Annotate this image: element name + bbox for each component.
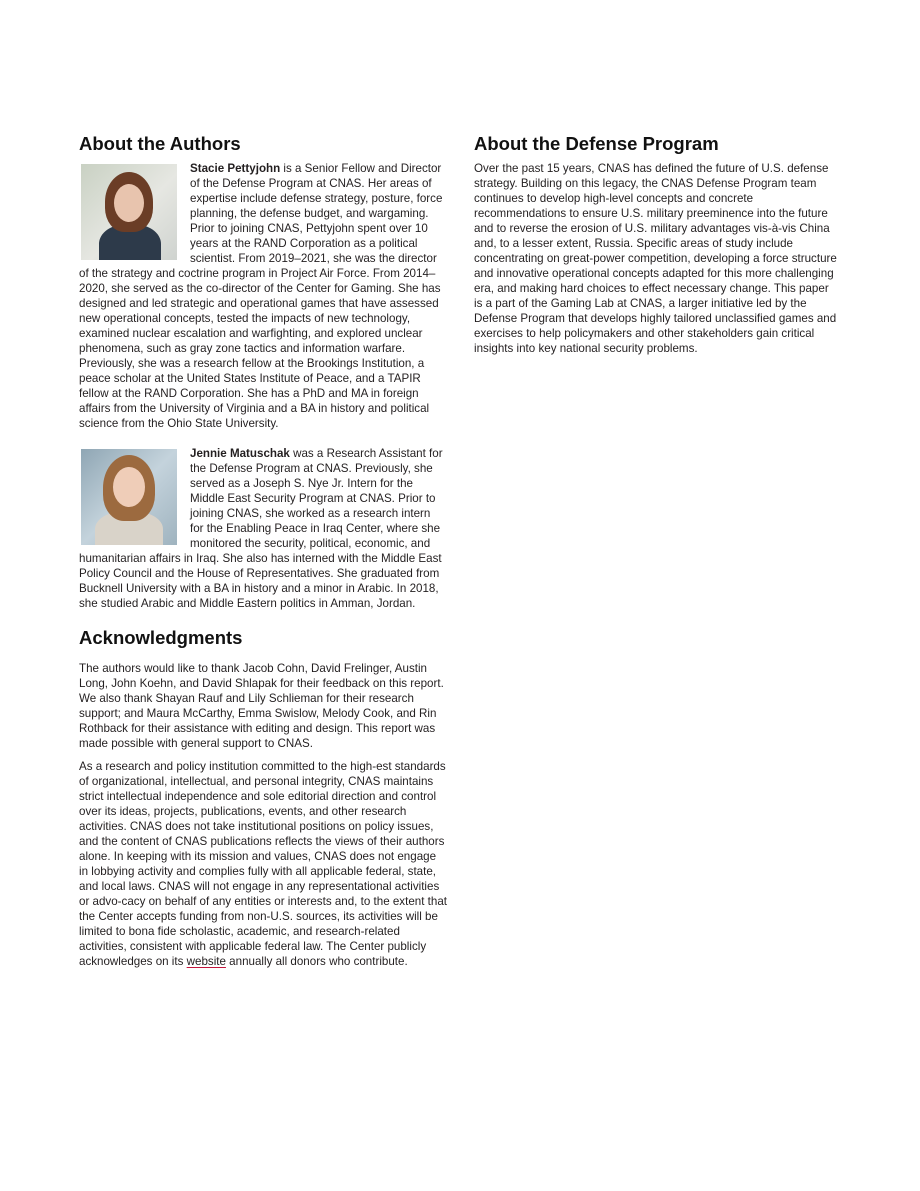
authors-heading: About the Authors [79,133,241,154]
bio-text-matuschak: Jennie Matuschak was a Research Assistant for the Defense Program at CNAS. Previously, she served as a Joseph S. Nye Jr. Intern for the Middle East Security Program at CNAS. Prior to joining CNAS, she worked as a research intern for the Enabling Peace in Iraq Center, where she monitored the security, political, economic, and humanitarian affairs in Iraq. She also has interned with the Middle East Policy Council and the House of Representatives. She graduated from Bucknell University with a BA in history and a minor in Arabic. In 2018, she studied Arabic and Middle Eastern politics in Amman, Jordan. [79,447,443,610]
left-column [79,133,447,969]
acknowledgments-heading: Acknowledgments [79,627,243,648]
author-photo-matuschak [81,449,177,545]
acknowledgments-paragraph-2: As a research and policy institution committed to the high-est standards of organizational, intellectual, and personal integrity, CNAS maintains strict intellectual independence and sole editorial direction and control over its ideas, projects, publications, events, and other research activities. CNAS does not take institutional positions on policy issues, and the content of CNAS publications reflects the views of their authors alone. In keeping with its mission and values, CNAS does not engage in lobbying activity and complies fully with all applicable federal, state, and local laws. CNAS will not engage in any representational activities or advo-cacy on behalf of any entities or interests and, to the extent that the Center accepts funding from non-U.S. sources, its activities will be limited to bona fide scholastic, academic, and research-related activities, consistent with applicable federal law. The Center publicly acknowledges on its website annually all donors who contribute. [79,760,447,968]
author-name-matuschak: Jennie Matuschak [190,447,290,460]
acknowledgments-paragraph-1: The authors would like to thank Jacob Cohn, David Frelinger, Austin Long, John Koehn, and David Shlapak for their feedback on this report. We also thank Shayan Rauf and Lily Schlieman for their research support; and Maura McCarthy, Emma Swislow, Melody Cook, and Rin Rothback for their assistance with editing and design. This report was made possible with general support to CNAS. [79,662,444,750]
website-link[interactable]: website [186,955,226,968]
right-column [474,133,838,356]
author-bio-pettyjohn [79,161,447,431]
author-name-pettyjohn: Stacie Pettyjohn [190,162,281,175]
defense-program-heading: About the Defense Program [474,133,719,154]
author-bio-matuschak [79,446,447,611]
defense-program-text: Over the past 15 years, CNAS has defined the future of U.S. defense strategy. Building on this legacy, the CNAS Defense Program team continues to develop high-level concepts and concrete recommendations to ensure U.S. military preeminence into the future and to reverse the erosion of U.S. military advantages vis-à-vis China and, to a lesser extent, Russia. Specific areas of study include concentrating on great-power competition, developing a force structure and innovative operational concepts adapted for this more challenging era, and making hard choices to effect necessary change. This paper is a part of the Gaming Lab at CNAS, a larger initiative led by the Defense Program that develops highly tailored unclassified games and exercises to help policymakers and other stakeholders gain critical insights into key national security problems. [474,162,837,355]
author-photo-pettyjohn [81,164,177,260]
bio-text-pettyjohn: Stacie Pettyjohn is a Senior Fellow and Director of the Defense Program at CNAS. Her areas of expertise include defense strategy, posture, force planning, the defense budget, and wargaming. Prior to joining CNAS, Pettyjohn spent over 10 years at the RAND Corporation as a political scientist. From 2019–2021, she was the director of the strategy and coctrine program in Project Air Force. From 2014–2020, she served as the co-director of the Center for Gaming. She has designed and led strategic and operational games that have assessed new operational concepts, tested the impacts of new technology, examined nuclear escalation and warfighting, and explored unclear phenomena, such as gray zone tactics and information warfare. Previously, she was a research fellow at the Brookings Institution, a peace scholar at the United States Institute of Peace, and a TAPIR fellow at the RAND Corporation. She has a PhD and MA in foreign affairs from the University of Virginia and a BA in history and political science from the Ohio State University. [79,162,443,430]
